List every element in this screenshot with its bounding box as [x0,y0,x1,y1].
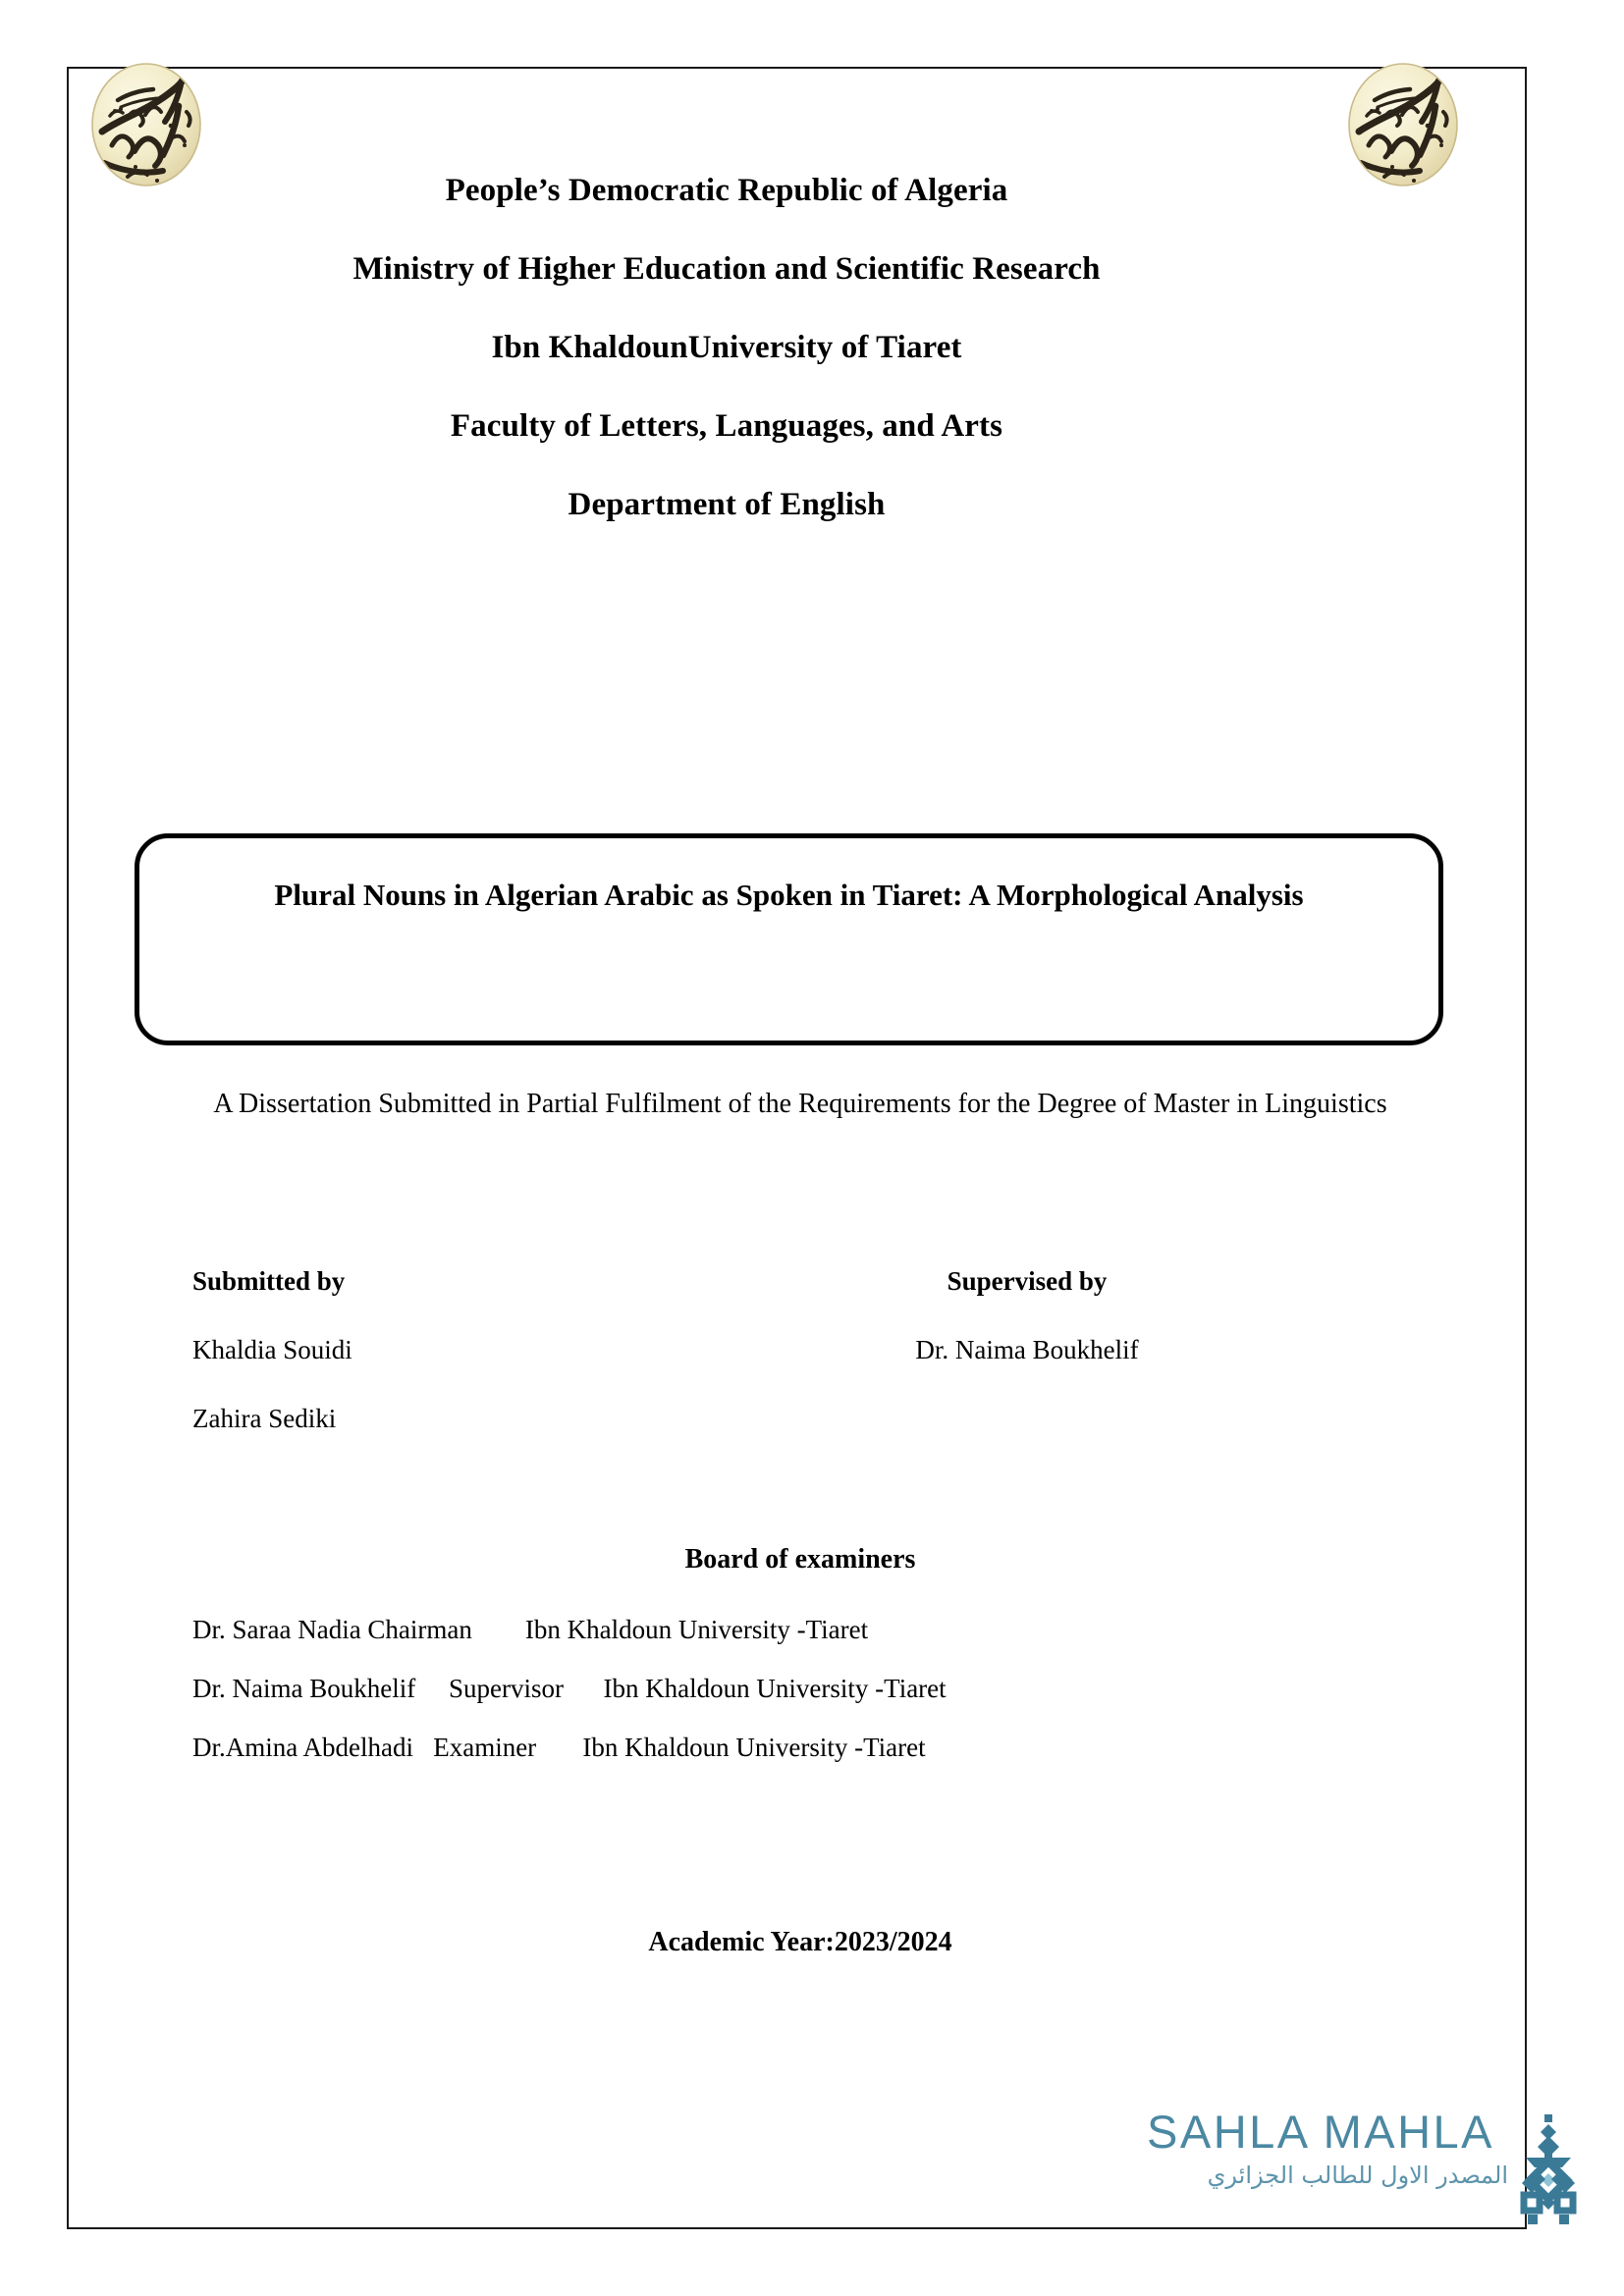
credits-section [192,1266,1302,1472]
sahla-mahla-watermark [1147,2106,1579,2238]
board-member-row-1: Dr. Saraa Nadia Chairman Ibn Khaldoun University -Tiaret [192,1615,869,1644]
student-name-1: Khaldia Souidi [192,1335,352,1364]
amazigh-ornament-icon [1518,2112,1579,2228]
board-member-row-2: Dr. Naima Boukhelif Supervisor Ibn Khaldoun University -Tiaret [192,1674,947,1703]
student-name-2: Zahira Sediki [192,1404,337,1433]
header-line-university: Ibn KhaldounUniversity of Tiaret [491,330,962,365]
credits-row-first [192,1335,1302,1404]
header-line-ministry: Ministry of Higher Education and Scientific Research [352,251,1101,287]
page-title: Plural Nouns in Algerian Arabic as Spoken in Tiaret: A Morphological Analysis [274,878,1304,912]
dissertation-subtitle: A Dissertation Submitted in Partial Fulfilment of the Requirements for the Degree of Master in Linguistics [213,1089,1387,1119]
submitted-by-label: Submitted by [192,1266,346,1296]
header-line-country: People’s Democratic Republic of Algeria [445,173,1008,208]
university-seal-icon-right [1345,61,1461,188]
university-seal-icon-left [88,61,204,188]
header-line-faculty: Faculty of Letters, Languages, and Arts [450,408,1003,444]
dissertation-title-box [135,833,1443,1045]
board-member-row-3: Dr.Amina Abdelhadi Examiner Ibn Khaldoun University -Tiaret [192,1733,926,1762]
credits-row-second [192,1404,1302,1472]
supervisor-name: Dr. Naima Boukhelif [915,1335,1139,1364]
academic-year: Academic Year:2023/2024 [648,1927,952,1957]
board-of-examiners-title: Board of examiners [684,1544,916,1575]
watermark-arabic-tagline: المصدر الاول للطالب الجزائري [1207,2162,1508,2189]
institution-header [177,175,1276,567]
board-of-examiners-list [192,1615,1420,1791]
supervised-by-label: Supervised by [947,1266,1108,1296]
credits-row-labels [192,1266,1302,1335]
watermark-wordmark: SAHLA MAHLA [1147,2106,1495,2158]
header-line-department: Department of English [568,487,886,522]
